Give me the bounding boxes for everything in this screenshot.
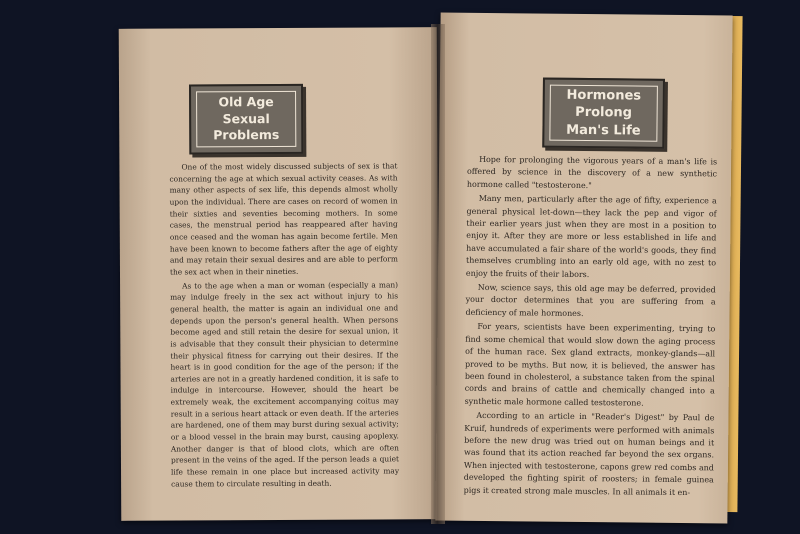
paragraph: Now, science says, this old age may be deferred, provided your doctor determines that you are suffering from a deficiency of male hormones.: [465, 282, 716, 318]
paragraph: One of the most widely discussed subjects of sex is that concerning the age at which sexual activity ceases. As with many other aspects of sex life, this depends almost wholly upon the individual. There are cases on record of women in their sixties and seventies becoming mothers. In some cases, the menstrual period has reappeared after having once ceased and the woman has again become fertile. Men have been known to become fathers after the age of eighty and may retain their sexual desires and are able to perform the sex act when in their nineties.: [169, 161, 398, 277]
left-title-line: Problems: [213, 127, 280, 143]
left-page-title: [213, 94, 279, 145]
right-title-line: Prolong: [575, 105, 633, 121]
paragraph: According to an article in "Reader's Digest" by Paul de Kruif, hundreds of experiments were performed with animals before the new drug was tried out on human beings and it was found that its action reached far beyond the sex organs. When injected with testosterone, capons grew red combs and developed the fighting spirit of roosters; in female guinea pigs it created strong male muscles. In all animals it en-: [463, 411, 715, 497]
right-title-box: [542, 78, 665, 149]
right-page-title: [566, 86, 641, 139]
paragraph: For years, scientists have been experimenting, trying to find some chemical that would slow down the aging process of the human race. Sex gland extracts, monkey-glands—all proved to be myths. But now, it is believed, the answer has been found in cholesterol, a substance taken from the spinal cords and brains of cattle and chemically changed into a synthetic male hormone called testosterone.: [464, 322, 716, 408]
left-title-box: [189, 84, 303, 155]
left-title-line: Old Age: [218, 93, 274, 110]
left-page: [119, 27, 440, 521]
left-title-line: Sexual: [222, 110, 270, 126]
right-title-line: Hormones: [566, 87, 642, 104]
book-spine: [431, 24, 445, 524]
left-page-body: [169, 160, 399, 492]
right-title-line: Man's Life: [566, 122, 641, 139]
paragraph: Many men, particularly after the age of fifty, experience a general physical let-down—they lack the pep and vigor of their earlier years just when they are most in a position to enjoy it. After they are more or less established in life and have accumulated a fair share of the world's goods, they find themselves crumbling into an early old age, with no zest to enjoy the fruits of their labors.: [465, 194, 717, 279]
right-page: [435, 12, 732, 523]
right-page-body: [464, 154, 718, 502]
paragraph: As to the age when a man or woman (especially a man) may indulge freely in the sex act without injury to his general health, the matter is again an individual one and depends upon the person's general health. When persons become aged and still retain the desire for sexual union, it is advisable that they consult their physician to determine their physical fitness for carrying out their desires. If the heart is in good condition for the age of the person; if the arteries are not in a greatly hardened condition, it is safe to indulge in intercourse. However, should the heart be extremely weak, the excitement accompanying coitus may result in a serious heart attack or even death. If the arteries are hardened, one of them may burst during sexual activity; or a blood vessel in the brain may burst, causing apoplexy. Another danger is that of blood clots, which are often present in the veins of the aged. If the person leads a quiet life these remain in one place but increased activity may cause them to circulate resulting in death.: [170, 279, 400, 489]
paragraph: Hope for prolonging the vigorous years of a man's life is offered by science in the discovery of a new synthetic hormone called "testosterone.": [466, 154, 718, 190]
